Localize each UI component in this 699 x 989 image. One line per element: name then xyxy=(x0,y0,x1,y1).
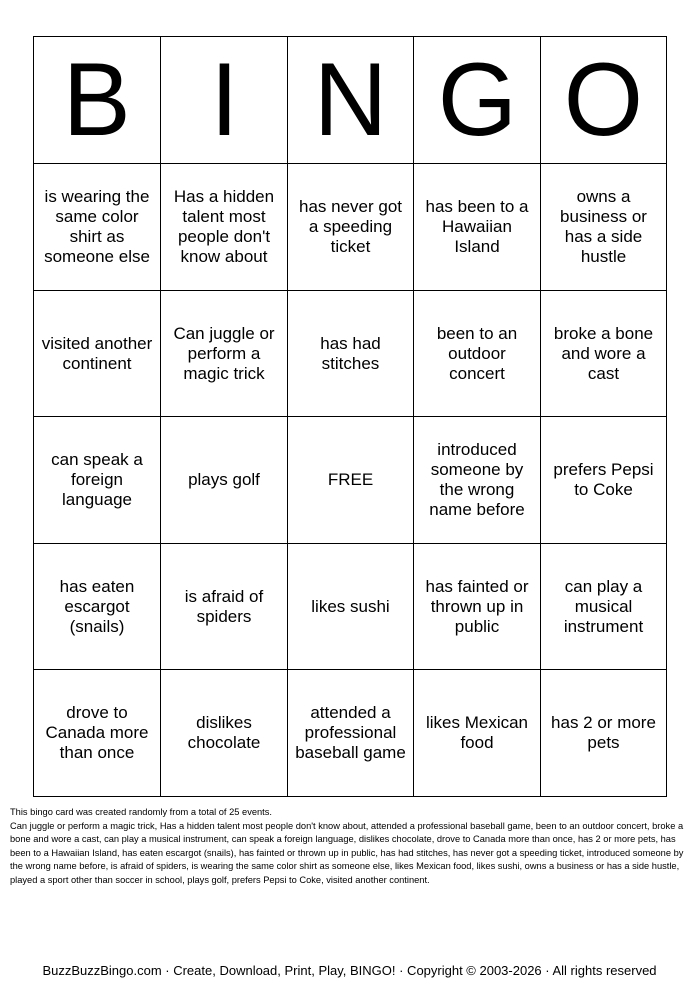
bingo-cell: has never got a speeding ticket xyxy=(288,164,414,291)
bingo-cell: has been to a Hawaiian Island xyxy=(414,164,541,291)
bingo-cell: attended a professional baseball game xyxy=(288,670,414,797)
header-letter-b xyxy=(34,37,161,164)
bingo-cell: has 2 or more pets xyxy=(541,670,667,797)
bingo-cell: is afraid of spiders xyxy=(161,544,288,670)
site-footer: BuzzBuzzBingo.com · Create, Download, Print, Play, BINGO! · Copyright © 2003-2026 · All rights reserved xyxy=(42,963,657,978)
header-letter-o xyxy=(541,37,667,164)
bingo-cell: dislikes chocolate xyxy=(161,670,288,797)
footnote-event-list: Can juggle or perform a magic trick, Has a hidden talent most people don't know about, attended a professional baseball game, been to an outdoor concert, broke a bone and wore a cast, can play a musical instrument, can speak a foreign language, dislikes chocolate, drove to Canada more than once, has 2 or more pets, has been to a Hawaiian Island, has eaten escargot (snails), has fainted or thrown up in public, has had stitches, has never got a speeding ticket, introduced someone by the wrong name before, is afraid of spiders, is wearing the same color shirt as someone else, likes Mexican food, likes sushi, owns a business or has a side hustle, played a sport other than soccer in school, plays golf, prefers Pepsi to Coke, visited another continent. xyxy=(10,820,684,885)
free-space-cell: FREE xyxy=(288,417,414,544)
bingo-row-3 xyxy=(34,417,667,544)
bingo-row-2 xyxy=(34,291,667,417)
bingo-cell: likes sushi xyxy=(288,544,414,670)
bingo-cell: is wearing the same color shirt as someone else xyxy=(34,164,161,291)
bingo-cell: drove to Canada more than once xyxy=(34,670,161,797)
bingo-row-1 xyxy=(34,164,667,291)
header-letter-text: I xyxy=(209,42,239,158)
bingo-cell: visited another continent xyxy=(34,291,161,417)
bingo-cell: can speak a foreign language xyxy=(34,417,161,544)
bingo-cell: has fainted or thrown up in public xyxy=(414,544,541,670)
bingo-cell: prefers Pepsi to Coke xyxy=(541,417,667,544)
header-letter-text: N xyxy=(313,42,388,158)
bingo-card xyxy=(33,36,667,797)
event-list-footnote xyxy=(10,806,687,888)
bingo-cell: can play a musical instrument xyxy=(541,544,667,670)
bingo-cell: plays golf xyxy=(161,417,288,544)
bingo-row-4 xyxy=(34,544,667,670)
bingo-cell: has had stitches xyxy=(288,291,414,417)
header-letter-n xyxy=(288,37,414,164)
bingo-cell: likes Mexican food xyxy=(414,670,541,797)
bingo-cell: broke a bone and wore a cast xyxy=(541,291,667,417)
header-letter-text: B xyxy=(63,42,131,158)
bingo-cell: has eaten escargot (snails) xyxy=(34,544,161,670)
bingo-cell: Can juggle or perform a magic trick xyxy=(161,291,288,417)
header-letter-i xyxy=(161,37,288,164)
bingo-cell: owns a business or has a side hustle xyxy=(541,164,667,291)
header-letter-text: G xyxy=(437,42,517,158)
bingo-cell: Has a hidden talent most people don't know about xyxy=(161,164,288,291)
bingo-header-row xyxy=(34,37,667,164)
bingo-cell: introduced someone by the wrong name before xyxy=(414,417,541,544)
bingo-row-5 xyxy=(34,670,667,797)
header-letter-g xyxy=(414,37,541,164)
header-letter-text: O xyxy=(563,42,644,158)
bingo-cell: been to an outdoor concert xyxy=(414,291,541,417)
footnote-intro: This bingo card was created randomly from a total of 25 events. xyxy=(10,807,272,817)
